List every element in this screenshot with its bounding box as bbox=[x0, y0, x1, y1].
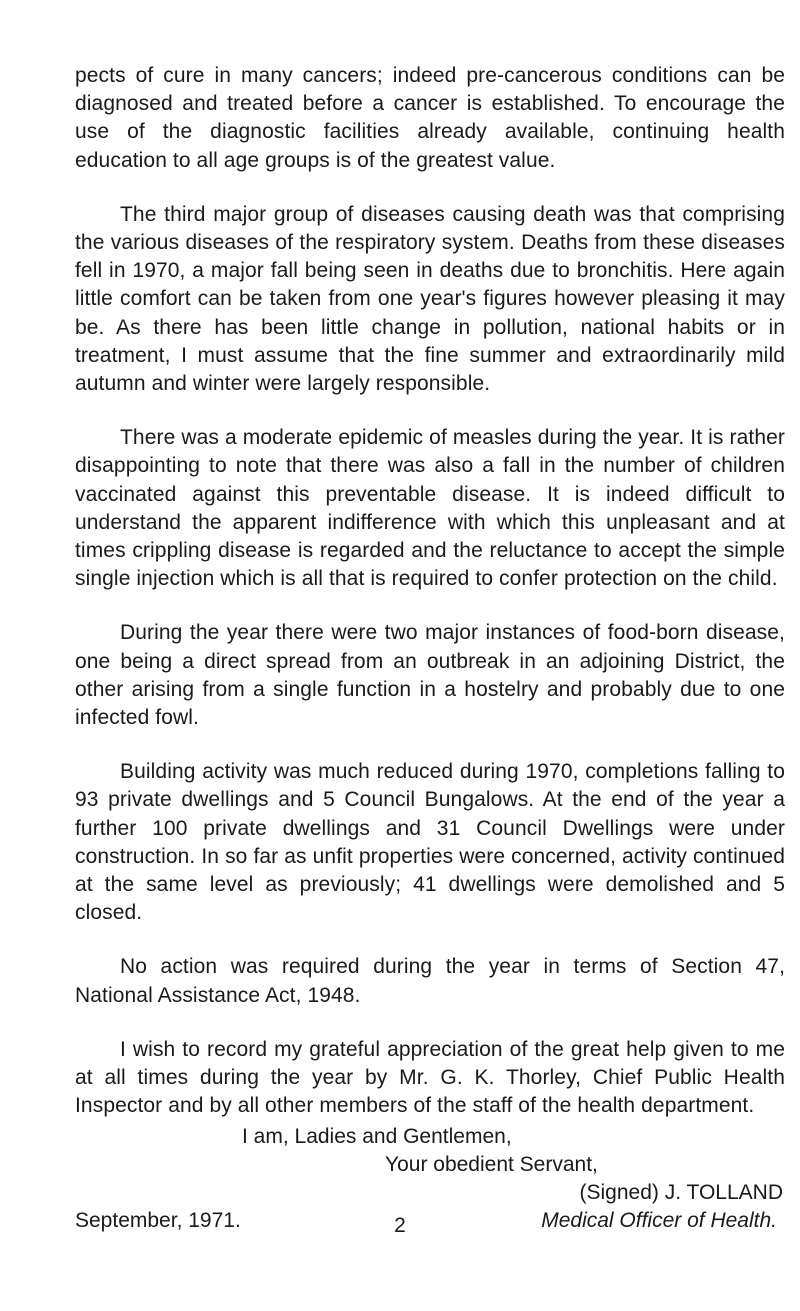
paragraph-appreciation: I wish to record my grateful appreciation of the great help given to me at all times during the year by Mr. G. K. Thorley, Chief Public Health Inspector and by all other members of the staff of the health department. bbox=[75, 1037, 785, 1118]
signature-title: Medical Officer of Health. bbox=[541, 1208, 777, 1232]
paragraph-building-activity: Building activity was much reduced during 1970, completions falling to 93 private dwellings and 5 Council Bungalows. At the end of the year a further 100 private dwellings and 31 Council Dwellings were under construction. In so far as unfit properties were concerned, activity continued at the same level as previously; 41 dwellings were demolished and 5 closed. bbox=[75, 760, 785, 925]
report-date: September, 1971. bbox=[75, 1208, 241, 1232]
document-body bbox=[75, 62, 785, 1235]
paragraph-respiratory-diseases: The third major group of diseases causing death was that comprising the various diseases of the respiratory system. Deaths from these diseases fell in 1970, a major fall being seen in deaths due to bronchitis. Here again little comfort can be taken from one year's figures however pleasing it may be. As there has been little change in pollution, national habits or in treatment, I must assume that the fine summer and extraordinarily mild autumn and winter were largely responsible. bbox=[75, 202, 785, 396]
closing-obedient-servant: Your obedient Servant, bbox=[385, 1152, 598, 1176]
paragraph-measles-epidemic: There was a moderate epidemic of measles during the year. It is rather disappointing to note that there was also a fall in the number of children vaccinated against this preventable disease. It is indeed difficult to understand the apparent indifference with which this unpleasant and at times crippling disease is regarded and the reluctance to accept the simple single injection which is all that is required to confer protection on the child. bbox=[75, 426, 785, 591]
closing-salutation: I am, Ladies and Gentlemen, bbox=[242, 1124, 512, 1148]
signature-name: (Signed) J. TOLLAND bbox=[579, 1180, 783, 1204]
paragraph-national-assistance-act: No action was required during the year in terms of Section 47, National Assistance Act, 1948. bbox=[75, 955, 785, 1007]
paragraph-cancer-continuation: pects of cure in many cancers; indeed pre-cancerous conditions can be diagnosed and treated before a cancer is established. To encourage the use of the diagnostic facilities already available, continuing health education to all age groups is of the greatest value. bbox=[75, 64, 785, 172]
paragraph-food-borne-disease: During the year there were two major instances of food-born disease, one being a direct spread from an outbreak in an adjoining District, the other arising from a single function in a hostelry and probably due to one infected fowl. bbox=[75, 621, 785, 730]
page-number: 2 bbox=[394, 1214, 406, 1237]
